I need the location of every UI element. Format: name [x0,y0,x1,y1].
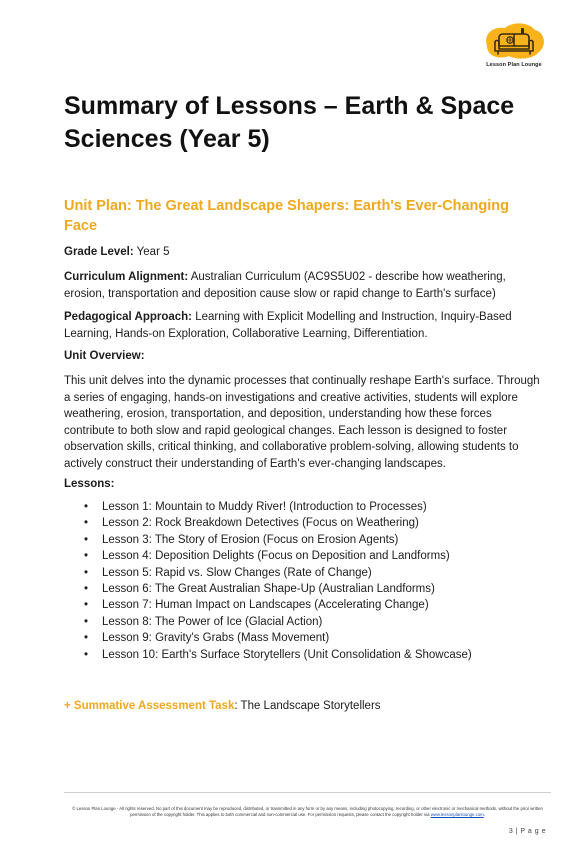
copyright-text: © Lesson Plan Lounge - All rights reserved. No part of this document may be reproduced, distributed, or transmitted in any form or by any means, including photocopying, recording, or other electronic or mechanical methods, without the prior written permission of the copyright holder. This applies to both commercial and non-commercial use. For permission requests, please contact the copyright holder via [72,806,543,818]
pedagogical-approach [64,309,540,342]
grade-level [64,244,540,261]
list-item: • Lesson 6: The Great Australian Shape-Up (Australian Landforms) [84,581,472,597]
lessons-heading [64,476,540,493]
lesson-plan-lounge-logo [481,22,547,72]
unit-plan-title: Unit Plan: The Great Landscape Shapers: Earth's Ever-Changing Face [64,198,509,234]
link-suffix: . [483,812,485,818]
website-link[interactable]: www.lessonplanlounge.com [430,812,484,818]
list-item: • Lesson 5: Rapid vs. Slow Changes (Rate of Change) [84,565,472,581]
list-item: • Lesson 3: The Story of Erosion (Focus on Erosion Agents) [84,532,472,548]
page-number: 3 | P a g e [508,828,546,835]
page-title: Summary of Lessons – Earth & Space Sciences (Year 5) [64,92,515,153]
list-item: • Lesson 7: Human Impact on Landscapes (Accelerating Change) [84,597,472,613]
lessons-label: Lessons: [64,478,115,490]
footer-divider [64,792,551,793]
list-item: • Lesson 8: The Power of Ice (Glacial Action) [84,614,472,630]
pedagogical-approach-label: Pedagogical Approach: [64,311,193,323]
curriculum-alignment-label: Curriculum Alignment: [64,271,189,283]
lessons-list [84,499,472,663]
grade-level-label: Grade Level: [64,246,134,258]
unit-overview-text: This unit delves into the dynamic processes that continually reshape Earth's surface. Through a series of engaging, hands-on investigations and creative activities, students will explore weathering, erosion, transportation, and deposition, understanding how these forces contribute to both slow and rapid geological changes. Each lesson is designed to foster observation skills, critical thinking, and collaborative problem-solving, allowing students to actively construct their understanding of Earth's ever-changing landscapes. [64,375,540,470]
curriculum-alignment [64,269,540,302]
pedagogical-approach-value: Learning with Explicit Modelling and Instruction, Inquiry-Based Learning, Hands-on Exploration, Collaborative Learning, Differentiation. [64,311,512,340]
summative-assessment-label: + Summative Assessment Task [64,700,235,712]
copyright-footer [64,806,551,818]
unit-overview-label: Unit Overview: [64,350,145,362]
list-item: • Lesson 10: Earth's Surface Storytellers (Unit Consolidation & Showcase) [84,647,472,663]
curriculum-alignment-value: Australian Curriculum (AC9S5U02 - describe how weathering, erosion, transportation and deposition cause slow or rapid change to Earth's surface) [64,271,506,300]
list-item: • Lesson 4: Deposition Delights (Focus on Deposition and Landforms) [84,548,472,564]
grade-level-value: Year 5 [136,246,170,258]
list-item: • Lesson 9: Gravity's Grabs (Mass Movement) [84,630,472,646]
unit-overview-heading [64,348,540,365]
list-item: • Lesson 2: Rock Breakdown Detectives (Focus on Weathering) [84,515,472,531]
logo-text: Lesson Plan Lounge [486,62,542,68]
sofa-logo-icon [481,22,547,62]
summative-assessment [64,698,381,714]
list-item: • Lesson 1: Mountain to Muddy River! (Introduction to Processes) [84,499,472,515]
summative-assessment-value: : The Landscape Storytellers [234,700,381,712]
